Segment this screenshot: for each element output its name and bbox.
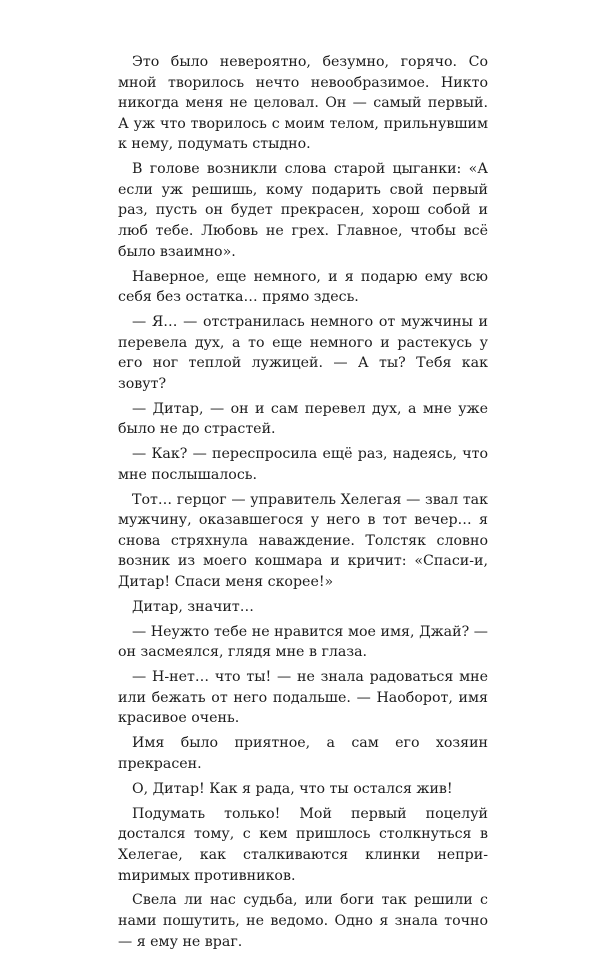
paragraph-11: Имя было приятное, а сам его хозяин прекрасен. [118, 735, 488, 772]
paragraph-12: О, Дитар! Как я рада, что ты остался жив! [132, 780, 453, 797]
paragraph-5: — Дитар, — он и сам перевел дух, а мне уже было не до страстей. [118, 400, 488, 438]
page-text [118, 52, 488, 957]
paragraph-2: В голове возникли слова старой цыганки: «А если уж решишь, кому подарить свой первый раз, пусть он будет прекрасен, хорош собой и люб тебе. Любовь не грех. Главное, чтобы всё было взаимно». [118, 161, 488, 260]
paragraph-9: — Неужто тебе не нравится мое имя, Джай? — он засмеялся, глядя мне в глаза. [118, 623, 488, 661]
paragraph-8: Дитар, значит… [132, 598, 254, 615]
paragraph-13: Подумать только! Мой первый поцелуй достался тому, с кем пришлось столкнуться в Хелегае, как сталкиваются клинки неприmиримых противников. [118, 805, 488, 884]
paragraph-1: Это было невероятно, безумно, горячо. Со мной творилось нечто невообразимое. Никто никогда меня не целовал. Он — самый первый. А уж что творилось с моим телом, прильнувшим к нему, подумать стыдно. [118, 54, 488, 153]
paragraph-10: — Н-нет… что ты! — не знала радоваться мне или бежать от него подальше. — Наоборот, имя красивое очень. [118, 669, 488, 727]
paragraph-14: Свела ли нас судьба, или боги так решили с нами пошутить, не ведомо. Одно я знала точно — я ему не враг. [118, 892, 488, 950]
paragraph-3: Наверное, еще немного, и я подарю ему всю себя без остатка… прямо здесь. [118, 268, 488, 306]
paragraph-6: — Как? — переспросила ещё раз, надеясь, что мне послышалось. [118, 446, 488, 483]
paragraph-7: Тот… герцог — управитель Хелегая — звал так мужчину, оказавшегося у него в тот вечер… я снова стряхнула наваждение. Толстяк словно возник из моего кошмара и кричит: «Спаси-и, Дитар! Спаси меня скорее!» [118, 491, 488, 591]
paragraph-4: — Я… — отстранилась немного от мужчины и перевела дух, а то еще немного и растекусь у его ног теплой лужицей. — А ты? Тебя как зовут? [118, 314, 488, 392]
